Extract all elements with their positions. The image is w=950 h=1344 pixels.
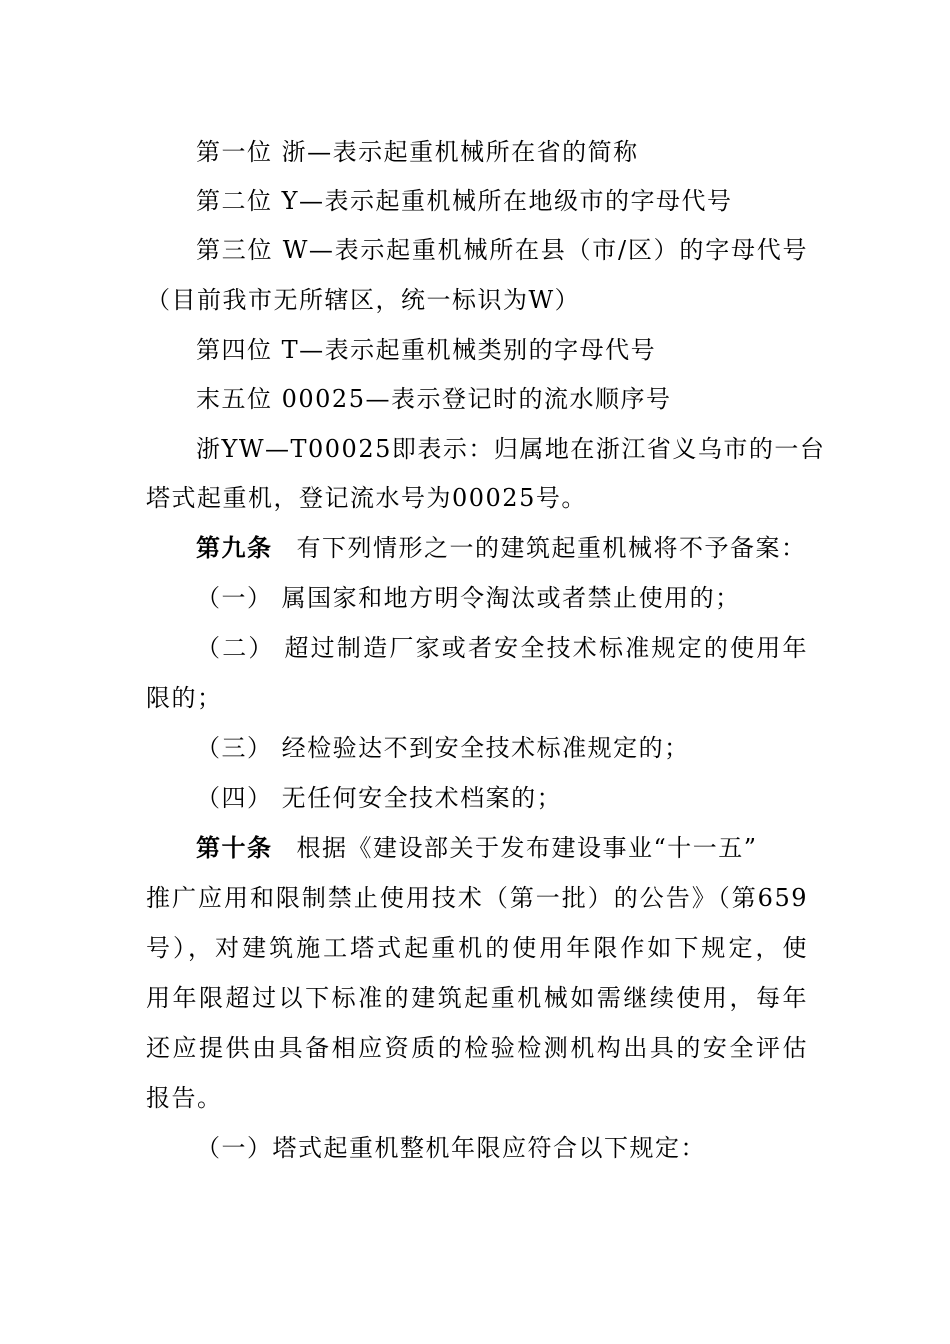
article-10-line xyxy=(196,832,808,864)
code-position-4: 第四位 T—表示起重机械类别的字母代号 xyxy=(196,336,657,364)
article-9-text: 有下列情形之一的建筑起重机械将不予备案： xyxy=(296,534,807,562)
article-9-item-3: （三） 经检验达不到安全技术标准规定的； xyxy=(196,734,690,762)
article-9-item-1: （一） 属国家和地方明令淘汰或者禁止使用的； xyxy=(196,584,741,612)
code-example: 浙YW—T00025即表示：归属地在浙江省义乌市的一台 xyxy=(196,435,826,463)
code-position-5: 末五位 00025—表示登记时的流水顺序号 xyxy=(196,385,672,413)
article-9-line xyxy=(196,532,808,564)
code-position-1: 第一位 浙—表示起重机械所在省的简称 xyxy=(196,138,639,166)
code-example-cont: 塔式起重机，登记流水号为00025号。 xyxy=(146,484,587,512)
code-position-3-note: （目前我市无所辖区，统一标识为W） xyxy=(146,286,581,314)
article-10-sub-1: （一）塔式起重机整机年限应符合以下规定： xyxy=(196,1134,706,1162)
article-10-text: 根据《建设部关于发布建设事业“十一五” xyxy=(296,834,758,862)
article-9-item-2-cont: 限的； xyxy=(146,684,223,712)
code-position-2: 第二位 Y—表示起重机械所在地级市的字母代号 xyxy=(196,187,733,215)
article-10-line-3: 号），对建筑施工塔式起重机的使用年限作如下规定，使 xyxy=(146,934,808,962)
article-9-item-2: （二） 超过制造厂家或者安全技术标准规定的使用年 xyxy=(196,634,808,662)
article-10-line-5: 还应提供由具备相应资质的检验检测机构出具的安全评估 xyxy=(146,1034,808,1062)
article-9-heading: 第九条 xyxy=(196,533,273,562)
article-10-heading: 第十条 xyxy=(196,833,273,862)
article-10-line-2: 推广应用和限制禁止使用技术（第一批）的公告》（第659 xyxy=(146,884,808,912)
article-9-item-4: （四） 无任何安全技术档案的； xyxy=(196,784,563,812)
code-position-3: 第三位 W—表示起重机械所在县（市/区）的字母代号 xyxy=(196,236,808,264)
article-10-line-6: 报告。 xyxy=(146,1084,223,1112)
article-10-line-4: 用年限超过以下标准的建筑起重机械如需继续使用，每年 xyxy=(146,984,808,1012)
